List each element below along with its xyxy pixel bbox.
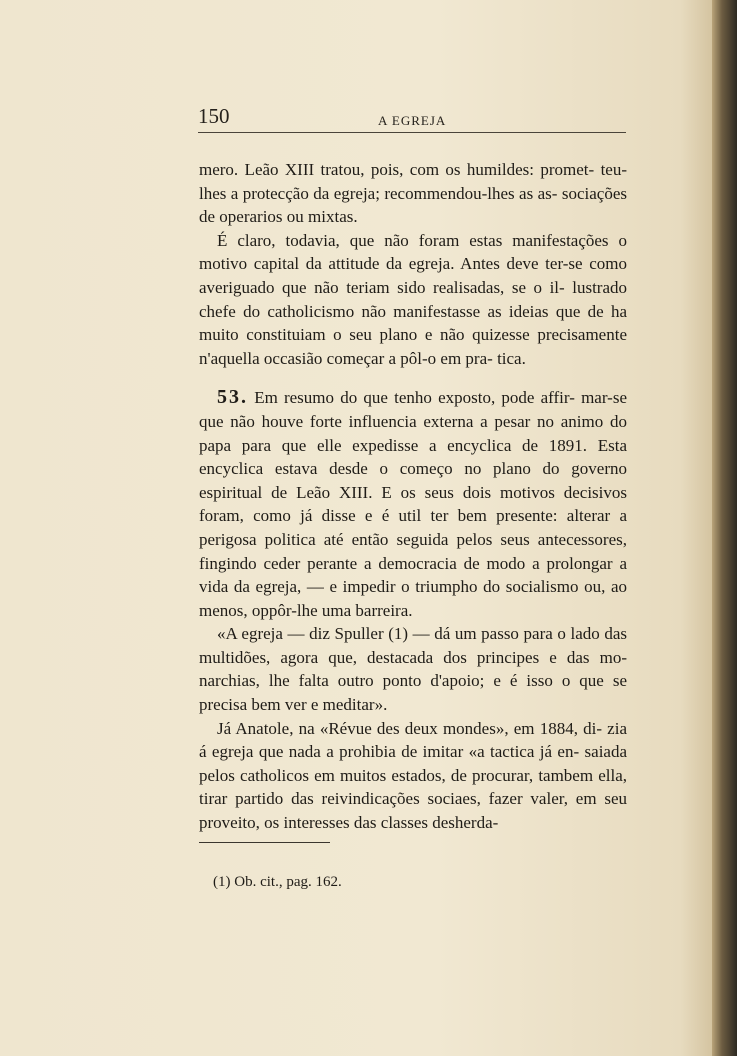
- section-number: 53.: [217, 386, 248, 409]
- section-paragraph: 53. Em resumo do que tenho exposto, pode affir- mar-se que não houve forte influencia externa a pesar no animo do papa para que elle expedisse a encyclica de 1891. Esta encyclica estava desde o começo no plano do governo espiritual de Leão XIII. E os seus dois motivos decisivos foram, como já disse e é util ter bem presente: alterar a perigosa politica até então seguida pelos seus antecessores, fingindo ceder perante a democracia de modo a prolongar a vida da egreja, — e impedir o triumpho do socialismo ou, ao menos, oppôr-lhe uma barreira.: [199, 386, 627, 620]
- book-spine-edge: [712, 0, 737, 1056]
- page-number: 150: [198, 104, 230, 128]
- footnote: (1) Ob. cit., pag. 162.: [213, 874, 342, 890]
- running-title: A EGREJA: [378, 113, 447, 128]
- paragraph: É claro, todavia, que não foram estas manifestações o motivo capital da attitude da egreja. Antes deve ter-se como averiguado que não teriam sido realisadas, se o il- lustrado chefe do catholicismo não manifestasse as ideias que de ha muito constituiam o seu plano e não quizesse precisamente n'aquella occasião começar a pôl-o em pra- tica.: [199, 230, 628, 368]
- footnote-divider: [199, 842, 330, 843]
- section-gap: [199, 370, 627, 386]
- body-text: [199, 158, 627, 835]
- paragraph: mero. Leão XIII tratou, pois, com os humildes: promet- teu-lhes a protecção da egreja; recommendou-lhes as as- sociações de operarios ou mixtas.: [199, 160, 628, 227]
- paragraph: Já Anatole, na «Révue des deux mondes», em 1884, di- zia á egreja que nada a prohibia de imitar «a tactica já en- saiada pelos catholicos em muitos estados, de procurar, tambem ella, tirar partido das reivindicações sociaes, fazer valer, em seu proveito, os interesses das classes desherda-: [199, 718, 628, 833]
- paragraph: «A egreja — diz Spuller (1) — dá um passo para o lado das multidões, agora que, destacada dos principes e das mo- narchias, lhe falta outro ponto d'apoio; e é isso o que se precisa bem ver e meditar».: [199, 624, 627, 715]
- page-header: [198, 104, 626, 133]
